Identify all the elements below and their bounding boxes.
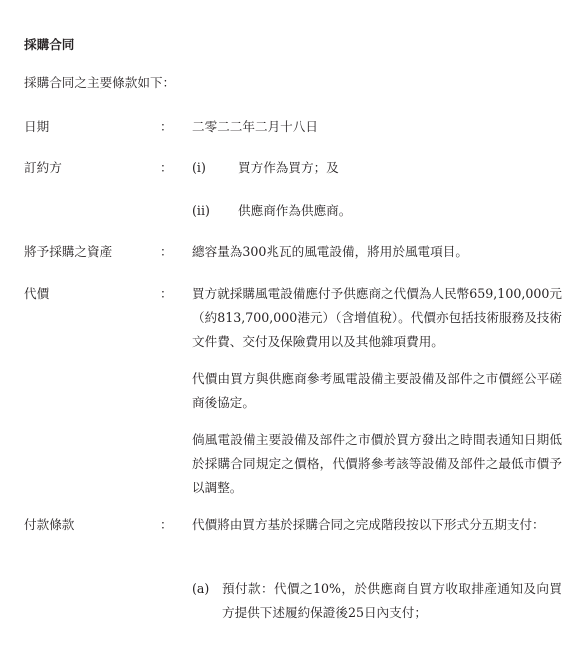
- payment-label: 付款條款: [24, 517, 75, 532]
- consideration-colon: ：: [160, 286, 173, 301]
- parties-colon: ：: [160, 160, 173, 175]
- consideration-label: 代價: [24, 286, 50, 301]
- party-marker: (i): [192, 160, 206, 175]
- payment-colon: ：: [160, 517, 173, 532]
- party-marker: (ii): [192, 203, 210, 218]
- assets-value: 總容量為300兆瓦的風電設備，將用於風電項目。: [192, 244, 468, 259]
- payment-item-text: 預付款：代價之10%，於供應商自買方收取排產通知及向買方提供下述履約保證後25日內支付；: [222, 581, 562, 620]
- party-text: 買方作為買方；及: [238, 160, 339, 175]
- consideration-paragraph: 買方就採購風電設備應付予供應商之代價為人民幣659,100,000元（約813,700,000港元）（含增值稅）。代價亦包括技術服務及技術文件費、交付及保險費用以及其他雜項費用。: [192, 286, 562, 349]
- payment-item-marker: (a): [192, 581, 210, 596]
- parties-label: 訂約方: [24, 160, 62, 175]
- consideration-paragraph: 倘風電設備主要設備及部件之市價於買方發出之時間表通知日期低於採購合同規定之價格，代價將參考該等設備及部件之最低市價予以調整。: [192, 432, 562, 495]
- date-colon: ：: [160, 119, 173, 134]
- party-text: 供應商作為供應商。: [238, 203, 352, 218]
- assets-colon: ：: [160, 244, 173, 259]
- date-value: 二零二二年二月十八日: [192, 119, 318, 134]
- date-label: 日期: [24, 119, 50, 134]
- consideration-paragraph: 代價由買方與供應商參考風電設備主要設備及部件之市價經公平磋商後協定。: [192, 371, 562, 410]
- intro-text: 採購合同之主要條款如下：: [24, 75, 176, 90]
- assets-label: 將予採購之資產: [24, 244, 113, 259]
- payment-paragraph: 代價將由買方基於採購合同之完成階段按以下形式分五期支付：: [192, 517, 545, 532]
- section-title: 採購合同: [24, 37, 75, 52]
